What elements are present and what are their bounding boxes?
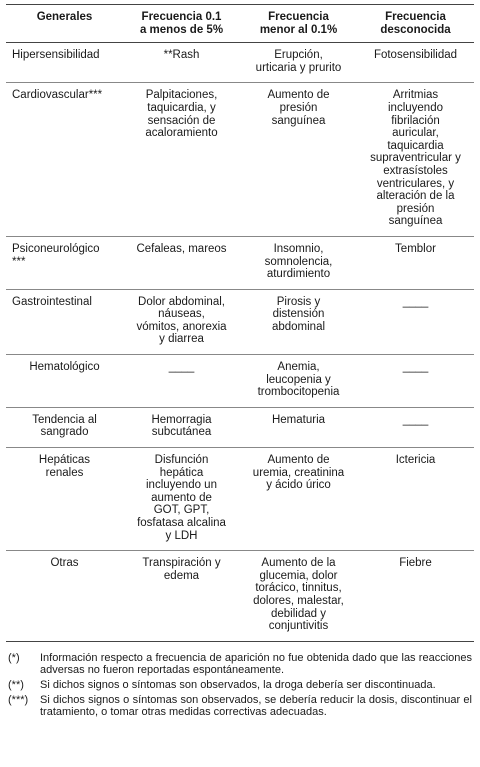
footnote-text: Información respecto a frecuencia de aparición no fue obtenida dado que las reacciones adversas no fueron reportadas espontáneamente. (40, 651, 472, 677)
row-cell: Insomnio, somnolencia, aturdimiento (240, 236, 357, 289)
row-cell: Transpiración y edema (123, 551, 240, 642)
row-cell: Fotosensibilidad (357, 43, 474, 83)
header-frecuencia-menor-01: Frecuencia menor al 0.1% (240, 5, 357, 43)
footnote (6, 694, 474, 719)
row-category: Gastrointestinal (6, 289, 123, 354)
table-row (6, 43, 474, 83)
row-cell: Arritmias incluyendo fibrilación auricular, taquicardia supraventricular y extrasístoles ventriculares, y alteración de la presión sanguínea (357, 83, 474, 237)
footnote (6, 652, 474, 677)
table-row (6, 289, 474, 354)
row-cell: Aumento de la glucemia, dolor torácico, tinnitus, dolores, malestar, debilidad y conjuntivitis (240, 551, 357, 642)
table-row (6, 551, 474, 642)
table-row (6, 407, 474, 447)
table-row (6, 83, 474, 237)
row-category: Cardiovascular*** (6, 83, 123, 237)
row-cell: **Rash (123, 43, 240, 83)
header-frecuencia-desconocida: Frecuencia desconocida (357, 5, 474, 43)
row-category: Hipersensibilidad (6, 43, 123, 83)
row-cell: Dolor abdominal, náuseas, vómitos, anorexia y diarrea (123, 289, 240, 354)
footnote-text: Si dichos signos o síntomas son observados, la droga debería ser discontinuada. (40, 678, 436, 691)
row-cell: Hematuria (240, 407, 357, 447)
row-cell: Hemorragia subcutánea (123, 407, 240, 447)
footnote-text: Si dichos signos o síntomas son observados, se debería reducir la dosis, discontinuar el tratamiento, o tomar otras medidas correctivas adecuadas. (40, 693, 472, 719)
row-cell: Pirosis y distensión abdominal (240, 289, 357, 354)
row-category: Tendencia al sangrado (6, 407, 123, 447)
header-generales: Generales (6, 5, 123, 43)
row-cell: Cefaleas, mareos (123, 236, 240, 289)
table-row (6, 448, 474, 551)
row-cell: Aumento de uremia, creatinina y ácido úrico (240, 448, 357, 551)
table-row (6, 236, 474, 289)
document-page (6, 0, 474, 719)
row-cell: ____ (357, 289, 474, 354)
row-category: Psiconeurológico *** (6, 236, 123, 289)
row-cell: Aumento de presión sanguínea (240, 83, 357, 237)
footnote (6, 679, 474, 692)
row-cell: Anemia, leucopenia y trombocitopenia (240, 355, 357, 408)
row-cell: ____ (123, 355, 240, 408)
row-cell: Disfunción hepática incluyendo un aumento de GOT, GPT, fosfatasa alcalina y LDH (123, 448, 240, 551)
header-frecuencia-01-5: Frecuencia 0.1 a menos de 5% (123, 5, 240, 43)
row-cell: Ictericia (357, 448, 474, 551)
table-header-row (6, 5, 474, 43)
row-cell: ____ (357, 407, 474, 447)
footnote-mark: (***) (8, 693, 29, 706)
footnote-mark: (**) (8, 678, 24, 691)
row-cell: ____ (357, 355, 474, 408)
row-cell: Palpitaciones, taquicardia, y sensación de acaloramiento (123, 83, 240, 237)
table-row (6, 355, 474, 408)
row-category: Otras (6, 551, 123, 642)
footnotes (6, 652, 474, 719)
row-cell: Fiebre (357, 551, 474, 642)
row-category: Hepáticas renales (6, 448, 123, 551)
row-cell: Erupción, urticaria y prurito (240, 43, 357, 83)
adverse-reactions-table (6, 4, 474, 642)
row-cell: Temblor (357, 236, 474, 289)
row-category: Hematológico (6, 355, 123, 408)
footnote-mark: (*) (8, 651, 20, 664)
